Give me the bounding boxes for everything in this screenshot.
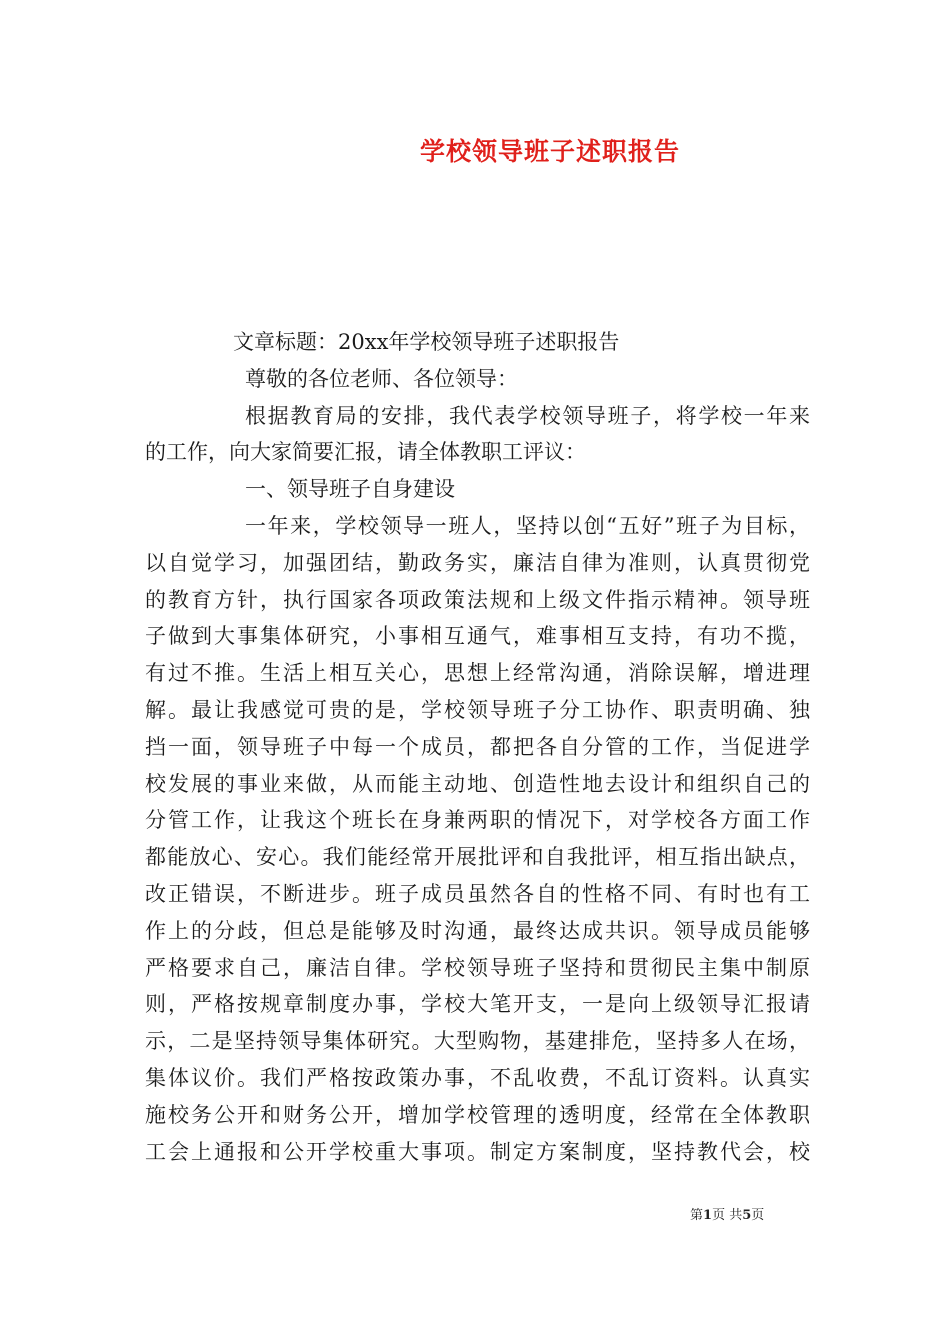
- body-line: 则，严格按规章制度办事，学校大笔开支，一是向上级领导汇报请: [145, 992, 810, 1017]
- body-line: 改正错误，不断进步。班子成员虽然各自的性格不同、有时也有工: [145, 881, 810, 906]
- intro-line-1: 根据教育局的安排，我代表学校领导班子，将学校一年来: [245, 403, 810, 428]
- body-line: 校发展的事业来做，从而能主动地、创造性地去设计和组织自己的: [145, 771, 810, 796]
- total-page-count: 5: [742, 1208, 752, 1223]
- body-line: 子做到大事集体研究，小事相互通气，难事相互支持，有功不揽，: [145, 624, 810, 649]
- body-line: 示，二是坚持领导集体研究。大型购物，基建排危，坚持多人在场，: [145, 1029, 810, 1054]
- document-body: [145, 324, 810, 1170]
- body-line: 有过不推。生活上相互关心，思想上经常沟通，消除误解，增进理: [145, 661, 810, 686]
- body-line: 挡一面，领导班子中每一个成员，都把各自分管的工作，当促进学: [145, 734, 810, 759]
- footer-prefix: 第: [690, 1208, 704, 1223]
- body-line: 一年来，学校领导一班人，坚持以创“五好”班子为目标，: [245, 513, 810, 538]
- body-line: 的教育方针，执行国家各项政策法规和上级文件指示精神。领导班: [145, 587, 810, 612]
- article-title-line: 文章标题：20xx年学校领导班子述职报告: [233, 330, 620, 354]
- body-line: 集体议价。我们严格按政策办事，不乱收费，不乱订资料。认真实: [145, 1065, 810, 1090]
- intro-line-2: 的工作，向大家简要汇报，请全体教职工评议：: [145, 440, 586, 465]
- footer-middle: 页 共: [712, 1208, 743, 1223]
- footer-suffix: 页: [751, 1208, 765, 1223]
- body-line: 工会上通报和公开学校重大事项。制定方案制度，坚持教代会，校: [145, 1139, 810, 1164]
- body-line: 严格要求自己，廉洁自律。学校领导班子坚持和贯彻民主集中制原: [145, 955, 810, 980]
- current-page-number: 1: [703, 1208, 713, 1223]
- document-title: 学校领导班子述职报告: [419, 137, 680, 166]
- body-line: 施校务公开和财务公开，增加学校管理的透明度，经常在全体教职: [145, 1102, 810, 1127]
- body-line: 解。最让我感觉可贵的是，学校领导班子分工协作、职责明确、独: [145, 697, 810, 722]
- body-line: 以自觉学习，加强团结，勤政务实，廉洁自律为准则，认真贯彻党: [145, 550, 810, 575]
- section-heading: 一、领导班子自身建设: [245, 477, 455, 502]
- body-line: 都能放心、安心。我们能经常开展批评和自我批评，相互指出缺点，: [145, 845, 810, 870]
- body-line: 分管工作，让我这个班长在身兼两职的情况下，对学校各方面工作: [145, 808, 810, 833]
- page-footer: [690, 1204, 820, 1223]
- greeting-line: 尊敬的各位老师、各位领导：: [245, 366, 518, 391]
- body-line: 作上的分歧，但总是能够及时沟通，最终达成共识。领导成员能够: [145, 918, 810, 943]
